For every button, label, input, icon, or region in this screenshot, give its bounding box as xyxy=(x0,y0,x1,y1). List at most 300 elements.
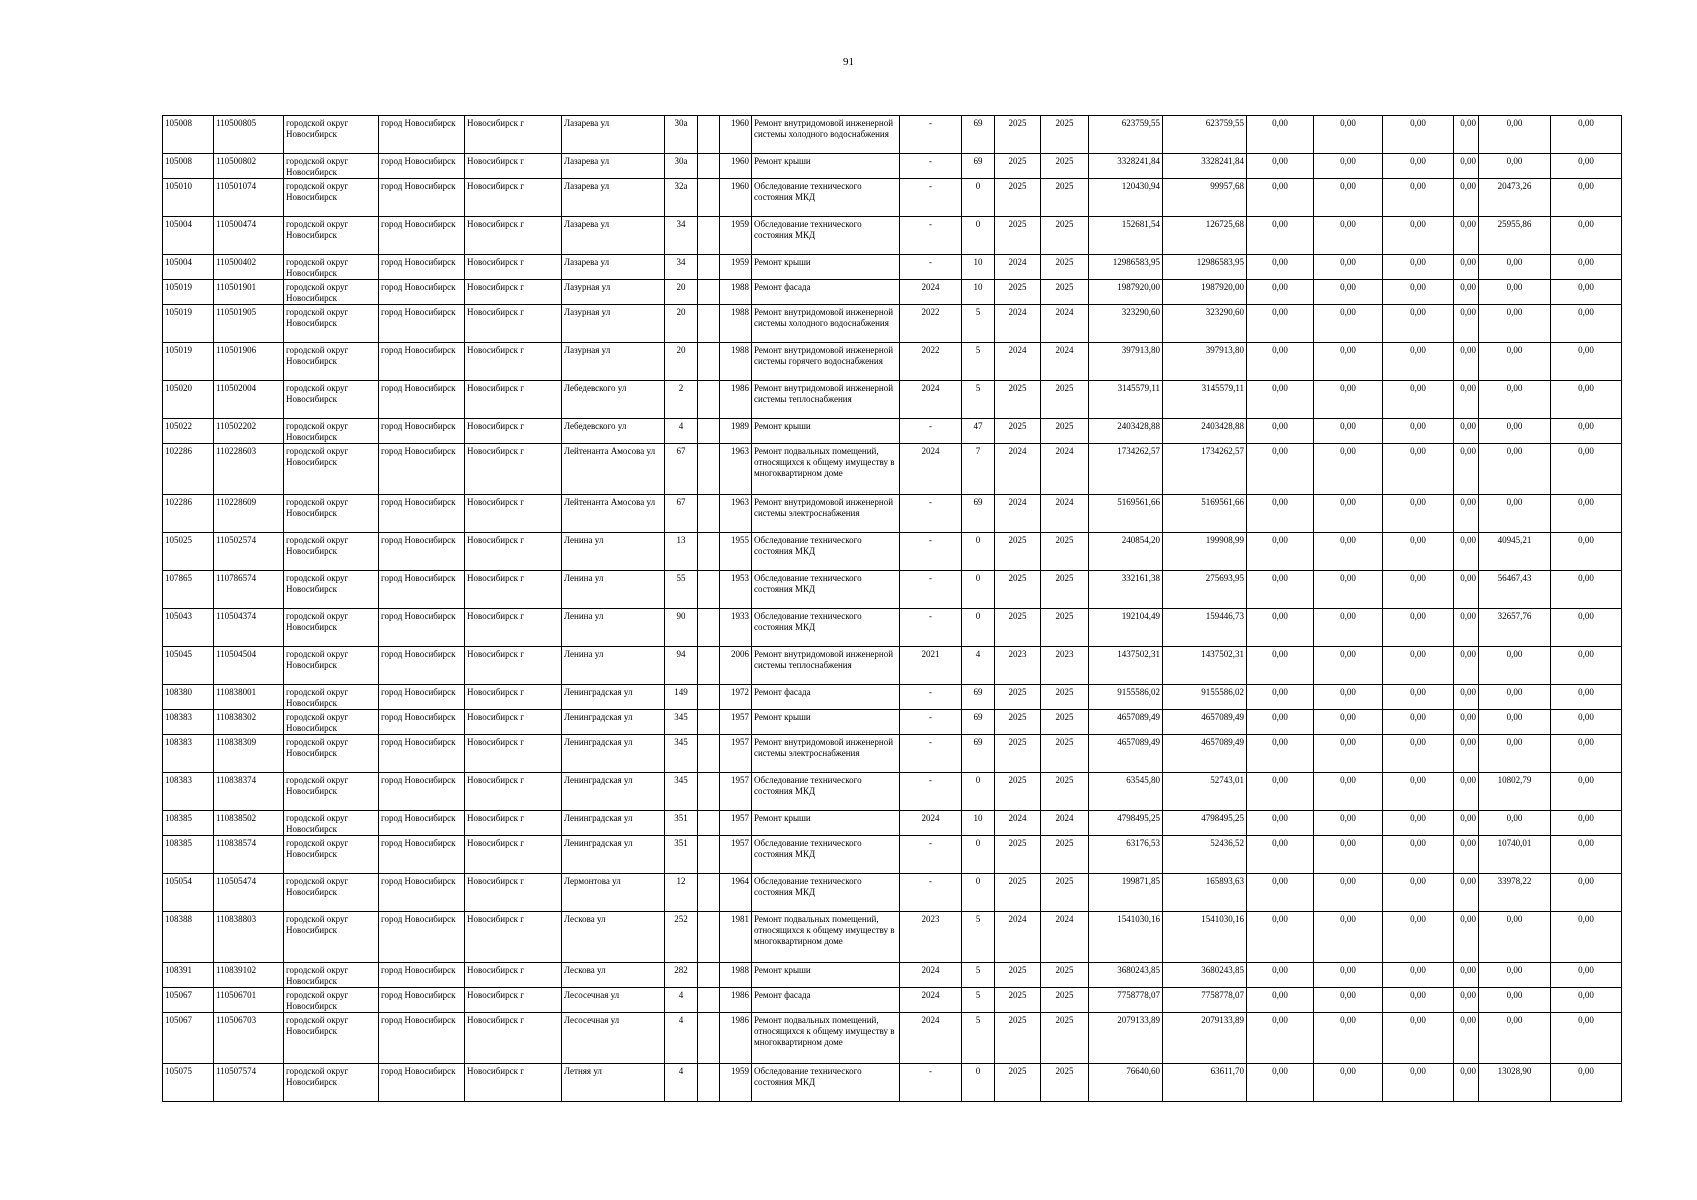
cell-cost-col-6: 0,00 xyxy=(1551,1064,1622,1102)
cell-owners-cost: 0,00 xyxy=(1479,280,1551,305)
cell-plan-year-end: 2024 xyxy=(1041,495,1089,533)
table-row xyxy=(163,444,1622,495)
cell-built-year: 1972 xyxy=(720,685,752,710)
cell-built-year: 1986 xyxy=(720,381,752,419)
cell-fund-cost: 63611,70 xyxy=(1163,1064,1247,1102)
cell-total-cost: 76640,60 xyxy=(1089,1064,1163,1102)
cell-work-id: 110506701 xyxy=(214,988,284,1013)
cell-wear-percent: 10 xyxy=(962,255,995,280)
cell-plan-year-start: 2025 xyxy=(995,963,1041,988)
cell-house-number: 4 xyxy=(665,988,698,1013)
cell-cost-col-2: 0,00 xyxy=(1314,280,1383,305)
cell-cost-col-1: 0,00 xyxy=(1247,1013,1314,1064)
cell-building xyxy=(698,533,720,571)
cell-locality: Новосибирск г xyxy=(465,116,562,154)
cell-plan-year-start: 2023 xyxy=(995,647,1041,685)
cell-street: Лейтенанта Амосова ул xyxy=(562,444,665,495)
cell-cost-col-6: 0,00 xyxy=(1551,647,1622,685)
cell-work-id: 110500805 xyxy=(214,116,284,154)
cell-settlement: город Новосибирск xyxy=(379,305,465,343)
cell-house-number: 4 xyxy=(665,1013,698,1064)
cell-cost-col-1: 0,00 xyxy=(1247,419,1314,444)
cell-work-type: Ремонт подвальных помещений, относящихся к общему имуществу в многоквартирном доме xyxy=(752,912,900,963)
cell-street: Лебедевского ул xyxy=(562,419,665,444)
cell-cost-col-6: 0,00 xyxy=(1551,305,1622,343)
cell-plan-year-start: 2025 xyxy=(995,685,1041,710)
cell-built-year: 1960 xyxy=(720,179,752,217)
cell-locality: Новосибирск г xyxy=(465,419,562,444)
cell-work-id: 110502202 xyxy=(214,419,284,444)
cell-building xyxy=(698,444,720,495)
cell-built-year: 2006 xyxy=(720,647,752,685)
cell-settlement: город Новосибирск xyxy=(379,735,465,773)
cell-plan-year-end: 2025 xyxy=(1041,685,1089,710)
cell-cost-col-4: 0,00 xyxy=(1454,154,1479,179)
cell-house-number: 34 xyxy=(665,217,698,255)
cell-work-id: 110838803 xyxy=(214,912,284,963)
cell-cost-col-4: 0,00 xyxy=(1454,874,1479,912)
cell-house-id: 105010 xyxy=(163,179,214,217)
cell-house-id: 105019 xyxy=(163,280,214,305)
cell-cost-col-4: 0,00 xyxy=(1454,988,1479,1013)
cell-total-cost: 240854,20 xyxy=(1089,533,1163,571)
cell-prev-year: - xyxy=(900,773,962,811)
cell-cost-col-4: 0,00 xyxy=(1454,1013,1479,1064)
cell-cost-col-3: 0,00 xyxy=(1383,444,1454,495)
cell-total-cost: 2079133,89 xyxy=(1089,1013,1163,1064)
cell-house-number: 345 xyxy=(665,773,698,811)
cell-cost-col-3: 0,00 xyxy=(1383,495,1454,533)
cell-settlement: город Новосибирск xyxy=(379,343,465,381)
cell-house-number: 67 xyxy=(665,495,698,533)
cell-cost-col-1: 0,00 xyxy=(1247,343,1314,381)
cell-wear-percent: 5 xyxy=(962,963,995,988)
cell-locality: Новосибирск г xyxy=(465,1064,562,1102)
cell-house-number: 30а xyxy=(665,116,698,154)
cell-municipality: городской округ Новосибирск xyxy=(284,773,379,811)
cell-fund-cost: 4798495,25 xyxy=(1163,811,1247,836)
cell-work-id: 110501906 xyxy=(214,343,284,381)
cell-fund-cost: 4657089,49 xyxy=(1163,735,1247,773)
cell-locality: Новосибирск г xyxy=(465,773,562,811)
table-row xyxy=(163,988,1622,1013)
cell-cost-col-1: 0,00 xyxy=(1247,444,1314,495)
cell-wear-percent: 0 xyxy=(962,836,995,874)
cell-plan-year-start: 2025 xyxy=(995,533,1041,571)
cell-settlement: город Новосибирск xyxy=(379,874,465,912)
cell-cost-col-4: 0,00 xyxy=(1454,1064,1479,1102)
cell-cost-col-4: 0,00 xyxy=(1454,811,1479,836)
cell-settlement: город Новосибирск xyxy=(379,912,465,963)
cell-cost-col-2: 0,00 xyxy=(1314,116,1383,154)
cell-prev-year: - xyxy=(900,710,962,735)
cell-house-number: 4 xyxy=(665,1064,698,1102)
cell-cost-col-4: 0,00 xyxy=(1454,609,1479,647)
cell-cost-col-6: 0,00 xyxy=(1551,280,1622,305)
cell-street: Лескова ул xyxy=(562,963,665,988)
cell-locality: Новосибирск г xyxy=(465,836,562,874)
cell-municipality: городской округ Новосибирск xyxy=(284,1064,379,1102)
page-number: 91 xyxy=(843,56,854,68)
cell-cost-col-1: 0,00 xyxy=(1247,685,1314,710)
cell-municipality: городской округ Новосибирск xyxy=(284,305,379,343)
cell-built-year: 1963 xyxy=(720,495,752,533)
cell-plan-year-start: 2025 xyxy=(995,836,1041,874)
cell-owners-cost: 0,00 xyxy=(1479,647,1551,685)
table-row xyxy=(163,419,1622,444)
cell-fund-cost: 1541030,16 xyxy=(1163,912,1247,963)
table-row xyxy=(163,154,1622,179)
cell-plan-year-end: 2025 xyxy=(1041,1064,1089,1102)
cell-wear-percent: 10 xyxy=(962,811,995,836)
cell-street: Ленина ул xyxy=(562,609,665,647)
cell-wear-percent: 5 xyxy=(962,343,995,381)
cell-built-year: 1959 xyxy=(720,255,752,280)
cell-cost-col-3: 0,00 xyxy=(1383,179,1454,217)
table-row xyxy=(163,533,1622,571)
cell-municipality: городской округ Новосибирск xyxy=(284,988,379,1013)
cell-municipality: городской округ Новосибирск xyxy=(284,116,379,154)
cell-building xyxy=(698,381,720,419)
cell-prev-year: - xyxy=(900,533,962,571)
cell-work-id: 110501905 xyxy=(214,305,284,343)
cell-wear-percent: 5 xyxy=(962,912,995,963)
cell-fund-cost: 9155586,02 xyxy=(1163,685,1247,710)
cell-work-id: 110838374 xyxy=(214,773,284,811)
cell-municipality: городской округ Новосибирск xyxy=(284,571,379,609)
cell-work-id: 110228603 xyxy=(214,444,284,495)
cell-plan-year-start: 2025 xyxy=(995,988,1041,1013)
cell-prev-year: - xyxy=(900,217,962,255)
cell-owners-cost: 0,00 xyxy=(1479,988,1551,1013)
cell-prev-year: - xyxy=(900,685,962,710)
cell-cost-col-6: 0,00 xyxy=(1551,874,1622,912)
cell-cost-col-6: 0,00 xyxy=(1551,255,1622,280)
cell-building xyxy=(698,963,720,988)
cell-built-year: 1986 xyxy=(720,988,752,1013)
cell-plan-year-end: 2023 xyxy=(1041,647,1089,685)
cell-building xyxy=(698,874,720,912)
cell-cost-col-2: 0,00 xyxy=(1314,963,1383,988)
cell-built-year: 1960 xyxy=(720,154,752,179)
cell-cost-col-6: 0,00 xyxy=(1551,154,1622,179)
cell-cost-col-4: 0,00 xyxy=(1454,533,1479,571)
cell-street: Ленинградская ул xyxy=(562,685,665,710)
cell-built-year: 1933 xyxy=(720,609,752,647)
cell-settlement: город Новосибирск xyxy=(379,811,465,836)
cell-cost-col-3: 0,00 xyxy=(1383,217,1454,255)
cell-wear-percent: 4 xyxy=(962,647,995,685)
cell-cost-col-2: 0,00 xyxy=(1314,609,1383,647)
cell-cost-col-4: 0,00 xyxy=(1454,836,1479,874)
cell-work-id: 110838574 xyxy=(214,836,284,874)
cell-cost-col-1: 0,00 xyxy=(1247,255,1314,280)
cell-house-id: 105019 xyxy=(163,305,214,343)
cell-wear-percent: 10 xyxy=(962,280,995,305)
cell-owners-cost: 0,00 xyxy=(1479,1013,1551,1064)
cell-plan-year-end: 2025 xyxy=(1041,1013,1089,1064)
cell-wear-percent: 69 xyxy=(962,735,995,773)
cell-municipality: городской округ Новосибирск xyxy=(284,685,379,710)
cell-settlement: город Новосибирск xyxy=(379,836,465,874)
cell-cost-col-4: 0,00 xyxy=(1454,735,1479,773)
cell-fund-cost: 3328241,84 xyxy=(1163,154,1247,179)
cell-built-year: 1989 xyxy=(720,419,752,444)
cell-house-id: 105043 xyxy=(163,609,214,647)
cell-street: Ленинградская ул xyxy=(562,710,665,735)
cell-cost-col-4: 0,00 xyxy=(1454,280,1479,305)
cell-street: Ленинградская ул xyxy=(562,811,665,836)
cell-cost-col-2: 0,00 xyxy=(1314,305,1383,343)
cell-cost-col-4: 0,00 xyxy=(1454,255,1479,280)
cell-cost-col-3: 0,00 xyxy=(1383,116,1454,154)
cell-locality: Новосибирск г xyxy=(465,1013,562,1064)
cell-settlement: город Новосибирск xyxy=(379,710,465,735)
cell-house-id: 108385 xyxy=(163,811,214,836)
table-row xyxy=(163,685,1622,710)
cell-fund-cost: 2079133,89 xyxy=(1163,1013,1247,1064)
cell-fund-cost: 5169561,66 xyxy=(1163,495,1247,533)
cell-owners-cost: 25955,86 xyxy=(1479,217,1551,255)
cell-municipality: городской округ Новосибирск xyxy=(284,280,379,305)
cell-street: Лазурная ул xyxy=(562,343,665,381)
cell-cost-col-3: 0,00 xyxy=(1383,381,1454,419)
cell-plan-year-end: 2025 xyxy=(1041,874,1089,912)
cell-cost-col-6: 0,00 xyxy=(1551,419,1622,444)
cell-plan-year-start: 2025 xyxy=(995,116,1041,154)
cell-cost-col-4: 0,00 xyxy=(1454,444,1479,495)
cell-wear-percent: 5 xyxy=(962,1013,995,1064)
cell-cost-col-4: 0,00 xyxy=(1454,647,1479,685)
cell-municipality: городской округ Новосибирск xyxy=(284,811,379,836)
cell-work-id: 110228609 xyxy=(214,495,284,533)
cell-building xyxy=(698,419,720,444)
cell-cost-col-3: 0,00 xyxy=(1383,1013,1454,1064)
table-row xyxy=(163,343,1622,381)
cell-work-type: Ремонт крыши xyxy=(752,154,900,179)
cell-street: Ленина ул xyxy=(562,533,665,571)
cell-street: Лейтенанта Амосова ул xyxy=(562,495,665,533)
cell-total-cost: 332161,38 xyxy=(1089,571,1163,609)
cell-wear-percent: 0 xyxy=(962,874,995,912)
cell-settlement: город Новосибирск xyxy=(379,1013,465,1064)
cell-building xyxy=(698,179,720,217)
cell-cost-col-1: 0,00 xyxy=(1247,217,1314,255)
cell-built-year: 1957 xyxy=(720,735,752,773)
cell-fund-cost: 323290,60 xyxy=(1163,305,1247,343)
cell-cost-col-2: 0,00 xyxy=(1314,710,1383,735)
cell-prev-year: 2024 xyxy=(900,1013,962,1064)
cell-total-cost: 2403428,88 xyxy=(1089,419,1163,444)
cell-cost-col-3: 0,00 xyxy=(1383,811,1454,836)
cell-plan-year-start: 2024 xyxy=(995,255,1041,280)
cell-work-type: Ремонт внутридомовой инженерной системы теплоснабжения xyxy=(752,381,900,419)
cell-work-type: Ремонт крыши xyxy=(752,963,900,988)
cell-work-id: 110504504 xyxy=(214,647,284,685)
cell-work-type: Ремонт внутридомовой инженерной системы холодного водоснабжения xyxy=(752,116,900,154)
cell-cost-col-6: 0,00 xyxy=(1551,116,1622,154)
cell-work-type: Обследование технического состояния МКД xyxy=(752,1064,900,1102)
cell-fund-cost: 3145579,11 xyxy=(1163,381,1247,419)
cell-settlement: город Новосибирск xyxy=(379,773,465,811)
cell-work-id: 110502004 xyxy=(214,381,284,419)
cell-plan-year-start: 2024 xyxy=(995,811,1041,836)
cell-house-number: 2 xyxy=(665,381,698,419)
cell-cost-col-3: 0,00 xyxy=(1383,874,1454,912)
table-row xyxy=(163,963,1622,988)
cell-cost-col-6: 0,00 xyxy=(1551,685,1622,710)
cell-work-id: 110507574 xyxy=(214,1064,284,1102)
cell-work-type: Ремонт внутридомовой инженерной системы электроснабжения xyxy=(752,495,900,533)
cell-prev-year: 2024 xyxy=(900,811,962,836)
cell-house-id: 105022 xyxy=(163,419,214,444)
cell-wear-percent: 0 xyxy=(962,571,995,609)
cell-cost-col-6: 0,00 xyxy=(1551,217,1622,255)
cell-cost-col-4: 0,00 xyxy=(1454,343,1479,381)
cell-cost-col-1: 0,00 xyxy=(1247,179,1314,217)
cell-total-cost: 5169561,66 xyxy=(1089,495,1163,533)
cell-cost-col-3: 0,00 xyxy=(1383,571,1454,609)
cell-cost-col-6: 0,00 xyxy=(1551,179,1622,217)
cell-cost-col-3: 0,00 xyxy=(1383,533,1454,571)
cell-prev-year: - xyxy=(900,495,962,533)
cell-wear-percent: 0 xyxy=(962,533,995,571)
cell-work-type: Обследование технического состояния МКД xyxy=(752,609,900,647)
cell-house-number: 32а xyxy=(665,179,698,217)
cell-work-type: Обследование технического состояния МКД xyxy=(752,533,900,571)
cell-wear-percent: 5 xyxy=(962,988,995,1013)
cell-cost-col-3: 0,00 xyxy=(1383,773,1454,811)
cell-building xyxy=(698,255,720,280)
cell-locality: Новосибирск г xyxy=(465,912,562,963)
cell-street: Лермонтова ул xyxy=(562,874,665,912)
cell-plan-year-start: 2025 xyxy=(995,280,1041,305)
cell-street: Лесосечная ул xyxy=(562,988,665,1013)
cell-cost-col-2: 0,00 xyxy=(1314,836,1383,874)
cell-cost-col-1: 0,00 xyxy=(1247,988,1314,1013)
cell-house-id: 105025 xyxy=(163,533,214,571)
cell-work-id: 110786574 xyxy=(214,571,284,609)
cell-house-id: 105004 xyxy=(163,255,214,280)
cell-total-cost: 3145579,11 xyxy=(1089,381,1163,419)
cell-wear-percent: 0 xyxy=(962,773,995,811)
cell-work-id: 110504374 xyxy=(214,609,284,647)
cell-wear-percent: 0 xyxy=(962,217,995,255)
cell-street: Ленинградская ул xyxy=(562,735,665,773)
cell-fund-cost: 52743,01 xyxy=(1163,773,1247,811)
cell-cost-col-1: 0,00 xyxy=(1247,381,1314,419)
cell-cost-col-6: 0,00 xyxy=(1551,773,1622,811)
cell-prev-year: - xyxy=(900,874,962,912)
cell-municipality: городской округ Новосибирск xyxy=(284,912,379,963)
cell-cost-col-3: 0,00 xyxy=(1383,836,1454,874)
cell-plan-year-start: 2025 xyxy=(995,217,1041,255)
cell-cost-col-1: 0,00 xyxy=(1247,1064,1314,1102)
cell-locality: Новосибирск г xyxy=(465,710,562,735)
cell-plan-year-start: 2025 xyxy=(995,710,1041,735)
cell-settlement: город Новосибирск xyxy=(379,444,465,495)
cell-fund-cost: 4657089,49 xyxy=(1163,710,1247,735)
table-row xyxy=(163,609,1622,647)
cell-built-year: 1957 xyxy=(720,811,752,836)
cell-plan-year-end: 2025 xyxy=(1041,710,1089,735)
cell-house-id: 105008 xyxy=(163,154,214,179)
cell-plan-year-start: 2025 xyxy=(995,773,1041,811)
cell-work-id: 110501074 xyxy=(214,179,284,217)
cell-cost-col-4: 0,00 xyxy=(1454,217,1479,255)
table-row xyxy=(163,773,1622,811)
cell-built-year: 1957 xyxy=(720,836,752,874)
cell-work-type: Ремонт внутридомовой инженерной системы холодного водоснабжения xyxy=(752,305,900,343)
cell-total-cost: 1987920,00 xyxy=(1089,280,1163,305)
cell-fund-cost: 3680243,85 xyxy=(1163,963,1247,988)
cell-locality: Новосибирск г xyxy=(465,217,562,255)
cell-plan-year-end: 2025 xyxy=(1041,419,1089,444)
cell-work-type: Обследование технического состояния МКД xyxy=(752,773,900,811)
cell-cost-col-2: 0,00 xyxy=(1314,179,1383,217)
cell-plan-year-end: 2025 xyxy=(1041,116,1089,154)
cell-plan-year-end: 2025 xyxy=(1041,988,1089,1013)
cell-cost-col-4: 0,00 xyxy=(1454,685,1479,710)
cell-fund-cost: 1437502,31 xyxy=(1163,647,1247,685)
cell-owners-cost: 0,00 xyxy=(1479,305,1551,343)
cell-work-id: 110500402 xyxy=(214,255,284,280)
cell-owners-cost: 0,00 xyxy=(1479,685,1551,710)
cell-house-number: 20 xyxy=(665,305,698,343)
cell-settlement: город Новосибирск xyxy=(379,1064,465,1102)
cell-cost-col-3: 0,00 xyxy=(1383,609,1454,647)
cell-building xyxy=(698,116,720,154)
cell-cost-col-1: 0,00 xyxy=(1247,874,1314,912)
cell-fund-cost: 159446,73 xyxy=(1163,609,1247,647)
cell-plan-year-end: 2025 xyxy=(1041,571,1089,609)
cell-work-id: 110500802 xyxy=(214,154,284,179)
table-row xyxy=(163,647,1622,685)
cell-plan-year-end: 2025 xyxy=(1041,381,1089,419)
cell-cost-col-1: 0,00 xyxy=(1247,963,1314,988)
cell-plan-year-end: 2024 xyxy=(1041,444,1089,495)
cell-house-id: 105019 xyxy=(163,343,214,381)
cell-locality: Новосибирск г xyxy=(465,571,562,609)
cell-cost-col-4: 0,00 xyxy=(1454,963,1479,988)
cell-house-number: 252 xyxy=(665,912,698,963)
cell-work-type: Ремонт фасада xyxy=(752,685,900,710)
cell-house-number: 13 xyxy=(665,533,698,571)
cell-plan-year-start: 2025 xyxy=(995,419,1041,444)
cell-fund-cost: 1987920,00 xyxy=(1163,280,1247,305)
cell-cost-col-3: 0,00 xyxy=(1383,1064,1454,1102)
cell-wear-percent: 0 xyxy=(962,1064,995,1102)
cell-owners-cost: 56467,43 xyxy=(1479,571,1551,609)
cell-building xyxy=(698,280,720,305)
cell-built-year: 1959 xyxy=(720,1064,752,1102)
cell-settlement: город Новосибирск xyxy=(379,419,465,444)
cell-street: Лебедевского ул xyxy=(562,381,665,419)
cell-cost-col-1: 0,00 xyxy=(1247,533,1314,571)
cell-house-number: 34 xyxy=(665,255,698,280)
cell-built-year: 1986 xyxy=(720,1013,752,1064)
cell-plan-year-end: 2025 xyxy=(1041,773,1089,811)
cell-cost-col-2: 0,00 xyxy=(1314,1064,1383,1102)
cell-plan-year-end: 2024 xyxy=(1041,343,1089,381)
cell-plan-year-start: 2025 xyxy=(995,179,1041,217)
cell-total-cost: 12986583,95 xyxy=(1089,255,1163,280)
cell-plan-year-end: 2025 xyxy=(1041,836,1089,874)
cell-municipality: городской округ Новосибирск xyxy=(284,874,379,912)
cell-fund-cost: 52436,52 xyxy=(1163,836,1247,874)
cell-cost-col-6: 0,00 xyxy=(1551,811,1622,836)
cell-cost-col-1: 0,00 xyxy=(1247,154,1314,179)
